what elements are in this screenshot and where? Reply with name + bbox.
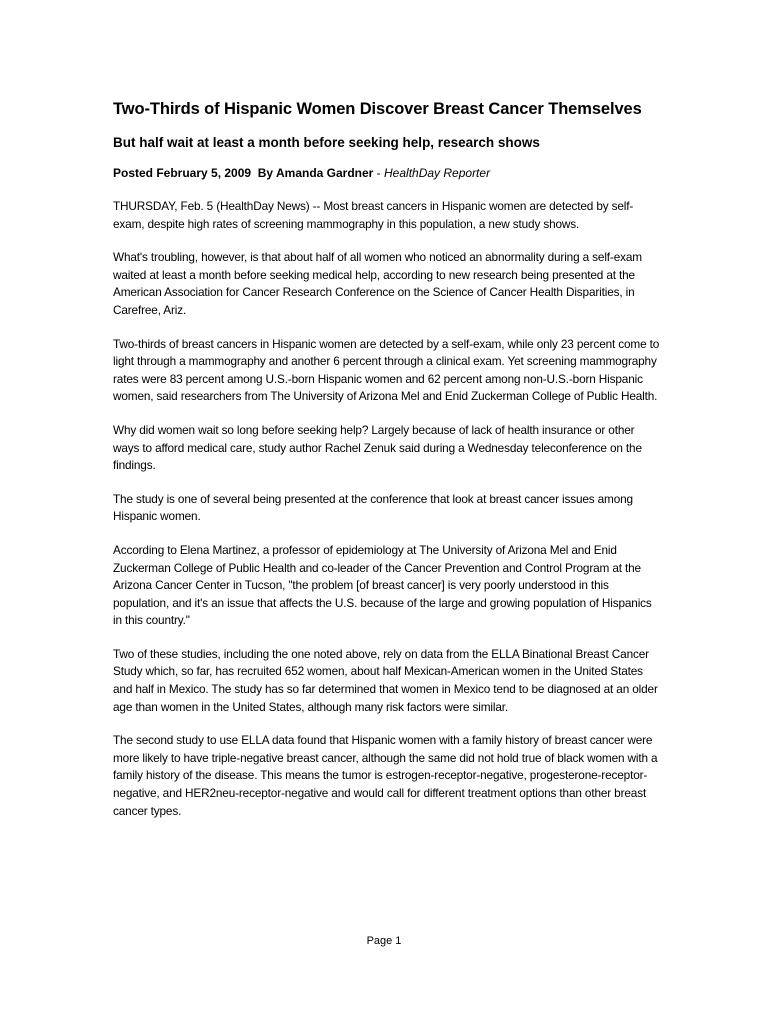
- paragraph: Why did women wait so long before seeking help? Largely because of lack of health insurance or other ways to afford medical care, study author Rachel Zenuk said during a Wednesday teleconference on the findings.: [113, 422, 642, 473]
- posted-date: Posted February 5, 2009: [113, 166, 252, 180]
- paragraph: The second study to use ELLA data found that Hispanic women with a family history of breast cancer were more likely to have triple-negative breast cancer, although the same did not hold true of black women with a family history of the disease. This means the tumor is estrogen-receptor-negative, progesterone-receptor-negative, and HER2neu-receptor-negative and would call for different treatment options than other breast cancer types.: [113, 733, 658, 818]
- article-subtitle: But half wait at least a month before seeking help, research shows: [113, 135, 540, 150]
- author-name: By Amanda Gardner: [257, 166, 374, 180]
- paragraph: According to Elena Martinez, a professor of epidemiology at The University of Arizona Mel and Enid Zuckerman College of Public Health and co-leader of the Cancer Prevention and Control Program at the Arizona Cancer Center in Tucson, "the problem [of breast cancer] is very poorly understood in this population, and it's an issue that affects the U.S. because of the large and growing population of Hispanics in this country.": [113, 542, 652, 628]
- byline-separator: -: [373, 166, 385, 180]
- article-title: Two-Thirds of Hispanic Women Discover Breast Cancer Themselves: [113, 100, 642, 118]
- paragraph: The study is one of several being presented at the conference that look at breast cancer issues among Hispanic women.: [113, 491, 633, 524]
- paragraph: What's troubling, however, is that about half of all women who noticed an abnormality during a self-exam waited at least a month before seeking medical help, according to new research being presented at the American Association for Cancer Research Conference on the Science of Cancer Health Disparities, in Carefree, Ariz.: [113, 250, 642, 317]
- author-role: HealthDay Reporter: [384, 166, 491, 180]
- article: [113, 98, 661, 820]
- paragraph: THURSDAY, Feb. 5 (HealthDay News) -- Most breast cancers in Hispanic women are detected by self-exam, despite high rates of screening mammography in this population, a new study shows.: [113, 199, 634, 231]
- page-number: Page 1: [366, 935, 402, 947]
- paragraph: Two-thirds of breast cancers in Hispanic women are detected by a self-exam, while only 23 percent come to light through a mammography and another 6 percent through a clinical exam. Yet screening mammography rates were 83 percent among U.S.-born Hispanic women and 62 percent among non-U.S.-born Hispanic women, said researchers from The University of Arizona Mel and Enid Zuckerman College of Public Health.: [113, 336, 660, 404]
- byline: [113, 165, 661, 182]
- paragraph: Two of these studies, including the one noted above, rely on data from the ELLA Binational Breast Cancer Study which, so far, has recruited 652 women, about half Mexican-American women in the United States and half in Mexico. The study has so far determined that women in Mexico tend to be diagnosed at an older age than women in the United States, although many risk factors were similar.: [113, 646, 658, 714]
